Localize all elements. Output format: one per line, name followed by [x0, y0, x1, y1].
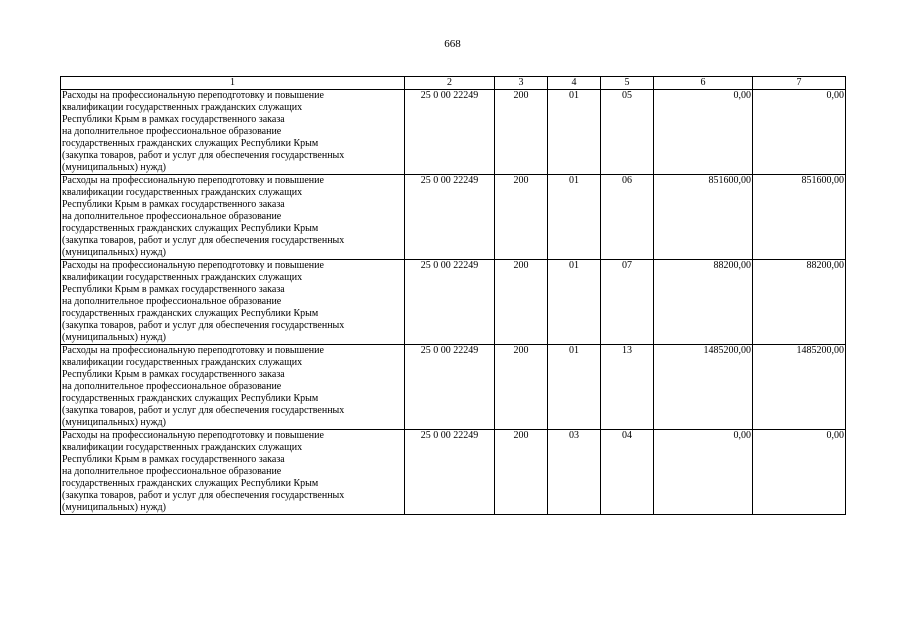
description-line: (муниципальных) нужд) — [62, 247, 166, 258]
header-cell: 4 — [548, 77, 601, 90]
amount-col-7: 0,00 — [753, 430, 846, 515]
description-line: (закупка товаров, работ и услуг для обеспечения государственных — [62, 405, 345, 416]
expense-description — [61, 90, 405, 175]
table-row — [61, 90, 846, 175]
expense-description — [61, 260, 405, 345]
expense-type-code: 200 — [495, 260, 548, 345]
description-line: Республики Крым в рамках государственного заказа — [62, 454, 285, 465]
target-article-code: 25 0 00 22249 — [405, 430, 495, 515]
description-line: государственных гражданских служащих Республики Крым — [62, 478, 319, 489]
amount-col-6: 88200,00 — [654, 260, 753, 345]
description-line: Расходы на профессиональную переподготовку и повышение — [62, 345, 324, 356]
table-row — [61, 345, 846, 430]
section-code: 01 — [548, 260, 601, 345]
page-number: 668 — [444, 38, 461, 50]
description-line: государственных гражданских служащих Республики Крым — [62, 223, 319, 234]
description-line: на дополнительное профессиональное образование — [62, 296, 282, 307]
expense-type-code: 200 — [495, 175, 548, 260]
amount-col-7: 0,00 — [753, 90, 846, 175]
description-line: (закупка товаров, работ и услуг для обеспечения государственных — [62, 320, 345, 331]
section-code: 01 — [548, 175, 601, 260]
description-line: государственных гражданских служащих Республики Крым — [62, 308, 319, 319]
description-line: Расходы на профессиональную переподготовку и повышение — [62, 260, 324, 271]
expense-description — [61, 345, 405, 430]
subsection-code: 13 — [601, 345, 654, 430]
description-line: квалификации государственных гражданских служащих — [62, 272, 303, 283]
description-line: Расходы на профессиональную переподготовку и повышение — [62, 90, 324, 101]
table-row — [61, 175, 846, 260]
header-cell: 7 — [753, 77, 846, 90]
subsection-code: 06 — [601, 175, 654, 260]
description-line: (закупка товаров, работ и услуг для обеспечения государственных — [62, 235, 345, 246]
section-code: 03 — [548, 430, 601, 515]
table-row — [61, 430, 846, 515]
description-line: Расходы на профессиональную переподготовку и повышение — [62, 430, 324, 441]
expense-description — [61, 175, 405, 260]
description-line: (муниципальных) нужд) — [62, 162, 166, 173]
table-body — [61, 90, 846, 515]
amount-col-7: 88200,00 — [753, 260, 846, 345]
subsection-code: 04 — [601, 430, 654, 515]
header-cell: 3 — [495, 77, 548, 90]
subsection-code: 05 — [601, 90, 654, 175]
section-code: 01 — [548, 90, 601, 175]
amount-col-7: 851600,00 — [753, 175, 846, 260]
description-line: Республики Крым в рамках государственного заказа — [62, 199, 285, 210]
header-row — [61, 77, 846, 90]
amount-col-6: 851600,00 — [654, 175, 753, 260]
target-article-code: 25 0 00 22249 — [405, 90, 495, 175]
section-code: 01 — [548, 345, 601, 430]
description-line: Республики Крым в рамках государственного заказа — [62, 369, 285, 380]
description-line: на дополнительное профессиональное образование — [62, 211, 282, 222]
target-article-code: 25 0 00 22249 — [405, 175, 495, 260]
header-cell: 2 — [405, 77, 495, 90]
description-line: квалификации государственных гражданских служащих — [62, 102, 303, 113]
description-line: (закупка товаров, работ и услуг для обеспечения государственных — [62, 150, 345, 161]
header-cell: 6 — [654, 77, 753, 90]
description-line: (муниципальных) нужд) — [62, 417, 166, 428]
description-line: квалификации государственных гражданских служащих — [62, 187, 303, 198]
description-line: на дополнительное профессиональное образование — [62, 126, 282, 137]
header-cell: 1 — [61, 77, 405, 90]
description-line: (муниципальных) нужд) — [62, 332, 166, 343]
description-line: Республики Крым в рамках государственного заказа — [62, 284, 285, 295]
amount-col-6: 0,00 — [654, 90, 753, 175]
description-line: государственных гражданских служащих Республики Крым — [62, 138, 319, 149]
description-line: на дополнительное профессиональное образование — [62, 381, 282, 392]
description-line: (закупка товаров, работ и услуг для обеспечения государственных — [62, 490, 345, 501]
target-article-code: 25 0 00 22249 — [405, 260, 495, 345]
description-line: квалификации государственных гражданских служащих — [62, 442, 303, 453]
expense-description — [61, 430, 405, 515]
table-row — [61, 260, 846, 345]
description-line: Республики Крым в рамках государственного заказа — [62, 114, 285, 125]
expense-type-code: 200 — [495, 345, 548, 430]
description-line: государственных гражданских служащих Республики Крым — [62, 393, 319, 404]
expense-type-code: 200 — [495, 90, 548, 175]
header-cell: 5 — [601, 77, 654, 90]
subsection-code: 07 — [601, 260, 654, 345]
description-line: (муниципальных) нужд) — [62, 502, 166, 513]
description-line: Расходы на профессиональную переподготовку и повышение — [62, 175, 324, 186]
description-line: квалификации государственных гражданских служащих — [62, 357, 303, 368]
budget-table — [60, 76, 846, 515]
description-line: на дополнительное профессиональное образование — [62, 466, 282, 477]
expense-type-code: 200 — [495, 430, 548, 515]
target-article-code: 25 0 00 22249 — [405, 345, 495, 430]
amount-col-7: 1485200,00 — [753, 345, 846, 430]
amount-col-6: 0,00 — [654, 430, 753, 515]
amount-col-6: 1485200,00 — [654, 345, 753, 430]
